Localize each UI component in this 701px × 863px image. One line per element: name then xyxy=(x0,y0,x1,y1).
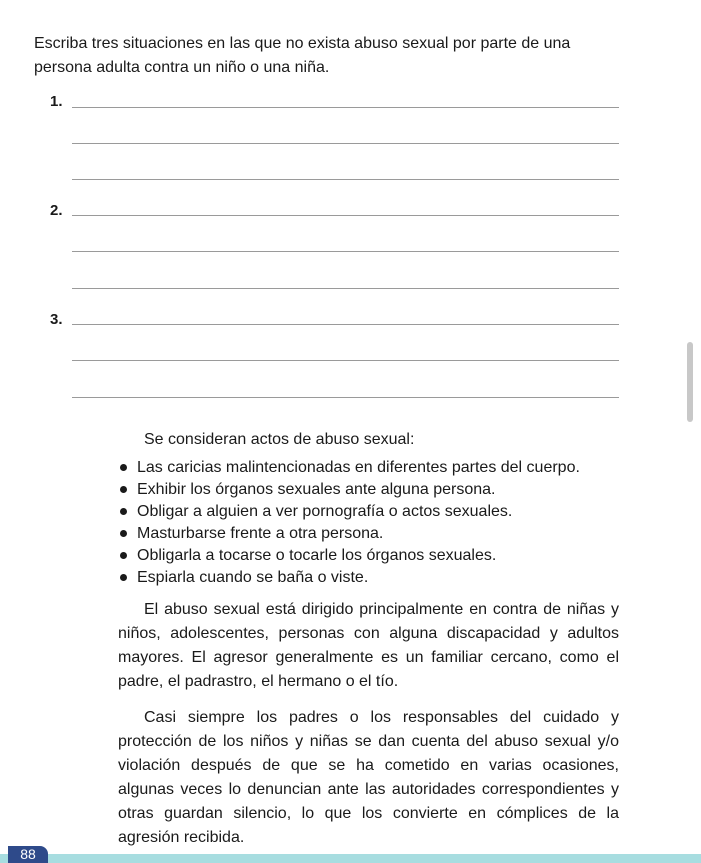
paragraph-victims: El abuso sexual está dirigido principalmente en contra de niñas y niños, adolescentes, personas con alguna discapacidad y adultos mayores. El agresor generalmente es un familiar cercano, como el padre, el padrastro, el hermano o el tío. xyxy=(118,601,619,690)
list-item: Masturbarse frente a otra persona. xyxy=(118,524,580,546)
answer-1-line-3[interactable] xyxy=(72,179,619,180)
exercise-instruction: Escriba tres situaciones en las que no exista abuso sexual por parte de una persona adulta contra un niño o una niña. xyxy=(34,35,571,76)
page-number-badge: 88 xyxy=(8,846,48,863)
abuse-acts-intro: Se consideran actos de abuso sexual: xyxy=(144,431,415,448)
bullet-icon xyxy=(120,486,127,493)
paragraph-complicity: Casi siempre los padres o los responsables del cuidado y protección de los niños y niñas se dan cuenta del abuso sexual y/o violación después de que se ha cometido en varias ocasiones, algunas veces lo denuncian ante las autoridades correspondientes y otras guardan silencio, lo que los convierte en cómplices de la agresión recibida. xyxy=(118,709,619,846)
answer-number-2: 2. xyxy=(50,202,63,219)
answer-1-line-2[interactable] xyxy=(72,143,619,144)
answer-2-line-1[interactable] xyxy=(72,215,619,216)
answer-number-1: 1. xyxy=(50,93,63,110)
answer-2-line-3[interactable] xyxy=(72,288,619,289)
bullet-icon xyxy=(120,464,127,471)
list-item: Espiarla cuando se baña o viste. xyxy=(118,568,580,590)
bullet-icon xyxy=(120,574,127,581)
list-item: Obligar a alguien a ver pornografía o actos sexuales. xyxy=(118,502,580,524)
scrollbar-thumb[interactable] xyxy=(687,342,693,422)
bullet-icon xyxy=(120,530,127,537)
bullet-icon xyxy=(120,552,127,559)
bullet-icon xyxy=(120,508,127,515)
answer-3-line-1[interactable] xyxy=(72,324,619,325)
answer-number-3: 3. xyxy=(50,311,63,328)
list-item: Obligarla a tocarse o tocarle los órganos sexuales. xyxy=(118,546,580,568)
answer-1-line-1[interactable] xyxy=(72,107,619,108)
list-item: Las caricias malintencionadas en diferentes partes del cuerpo. xyxy=(118,458,580,480)
list-item: Exhibir los órganos sexuales ante alguna persona. xyxy=(118,480,580,502)
answer-3-line-3[interactable] xyxy=(72,397,619,398)
answer-2-line-2[interactable] xyxy=(72,251,619,252)
abuse-acts-list xyxy=(118,458,580,590)
footer-bar xyxy=(0,854,701,863)
answer-3-line-2[interactable] xyxy=(72,360,619,361)
